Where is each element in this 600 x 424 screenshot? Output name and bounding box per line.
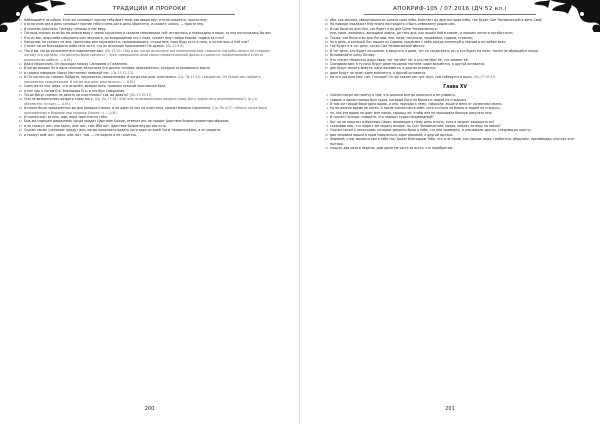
verse-reference: (Ср. Лк.17:18: «Как они не возвратились воздать славу Богу, кроме сего иноплеменника?» (и у в абсолютно, лучше). — А.М.) [24, 97, 257, 106]
verse-text: ибо, как молния, сверкнувшая от одного края неба, блистает до другого края неба, так будет Сын Человеческий в день Свой. [330, 18, 543, 22]
verse-text: Сказал также ученикам: придут дни, когда пожелаете видеть хотя один из дней Сына Человеческого, и не увидите; [24, 128, 222, 133]
chapter-title: Глава XV [443, 83, 467, 90]
verse-number: 8 [326, 123, 328, 128]
verse-reference: (Лк.17:10: «Так и вы, когда исполните всё повеленное вам, говорите: мы рабы ничего не стоящие, потому что сделали, что должны были сделать» / Лука: совершенно иной смысл первоначальной фразы в сущности, превратившейся в нечто аналогичное работе. — А.М.) [24, 48, 271, 62]
text-column [324, 18, 580, 402]
verse-reference: (Лк.17:15-17) [129, 92, 152, 97]
verse-reference: (Ср. Лк.17:14: «Увидев их, Он сказал им: пойдите, покажитесь священникам. И когда они шли, очистились». — А.М.) [24, 75, 262, 84]
verse-number: 19 [18, 106, 22, 111]
verse-number: 22 [18, 123, 22, 128]
verse-text: и если семь раз в день согрешит против тебя и семь раз в день обратится, и скажет: каюсь, — прости ему. [24, 22, 205, 27]
verse-text: Идя в Иерусалим, Он проходил между Самариею и Галилеею. [24, 62, 128, 67]
verse-number: 23 [18, 128, 22, 133]
verse-text: и скажут вам: вот, здесь, или: вот, там, — не ходите и не гонитесь, [24, 132, 138, 137]
page-number: 201 [445, 406, 455, 412]
verse-number: 12 [324, 145, 328, 150]
verse-text: и громко говорили: Иисус Наставник! помилуй нас. [24, 70, 111, 75]
verse-number: 28 [324, 35, 328, 40]
verse-number: 32 [324, 53, 328, 58]
verse-text: Фарисей, став, молился сам в себе так: Боже! благодарю Тебя, что я не таков, как прочие люди, грабители, обидчики, прелюбодеи, или как этот мытарь: [330, 137, 575, 146]
running-header: АПОКРИФ-105 / 07.2016 (ДЧ 52 кл.) [393, 6, 507, 12]
verse-number: 31 [324, 48, 328, 53]
verse-text: Кто станет сберегать душу свою, тот погубит её; а кто погубит её, тот оживит её. [330, 57, 469, 62]
verse-text: ели, пили, женились, выходили замуж, до того дня, как вошёл Ной в ковчег, и пришёл потоп и погубил всех. [330, 31, 514, 36]
verse [18, 48, 273, 62]
verse-number: 1 [326, 93, 328, 98]
verse-text: И как было во дни Ноя, так будет и во дни Сына Человеческого: [330, 26, 438, 31]
verse-text: На это сказали Ему: где, Господи? Он же сказал им: где труп, там соберутся и орлы. [330, 75, 473, 80]
verse-text: В тот день, кто будет на кровле, а вещи его в доме, тот не сходи взять их; и кто будет на поле, также не обращайся назад. [330, 48, 539, 53]
text-column [18, 18, 273, 402]
header-rule [364, 14, 536, 15]
verse-text: но, как эта вдова не даёт мне покоя, защищу её, чтобы она не приходила больше докучать мне. [330, 110, 493, 115]
verse-text: Они не возвратились воздать славу Богу. [24, 97, 94, 102]
verse-number: 34 [324, 62, 328, 67]
verse-text: Вспоминайте жену Лотову. [330, 53, 376, 58]
verse-number: 26 [324, 22, 328, 27]
verse-number: 27 [324, 26, 328, 31]
verse-number: 4 [20, 22, 22, 27]
verse [324, 145, 580, 150]
verse [324, 137, 580, 146]
verse-number: 29 [324, 40, 328, 45]
verse-text: два человека вошли в храм помолиться: один фарисей, а другой мытарь. [330, 132, 454, 137]
verse-number: 24 [18, 132, 22, 137]
verse [18, 97, 273, 106]
verse-text: говоря: в одном городе был судья, который Бога не боялся и людей не стыдился. [330, 97, 468, 102]
verse-text: Тогда Иисус сказал: не десять ли очистились? где же девять? [24, 92, 129, 97]
verse-number: 13 [18, 70, 22, 75]
verse-text: и не скажут: вот, оно здесь, или: вот, там. Ибо вот, Царствие Божие внутрь вас есть. [24, 123, 167, 128]
running-header: ТРАДИЦИИ И ПРОРОКИ [113, 6, 186, 12]
verse-number: 17 [18, 92, 22, 97]
verse-reference: (Лк.17:19-37) [473, 75, 496, 80]
verse-number: 8 [20, 40, 22, 45]
verse-text: Так и вы, когда исполните всё повеленное вам, [24, 48, 104, 53]
verse-text: Также, как было и во дни Лотовы: ели, пили, покупали, продавали, садили, строили; [330, 35, 473, 40]
verse-text: И сказал ему: встань, иди; вера твоя спасла тебя. [24, 114, 108, 119]
verse-number: 10 [324, 132, 328, 137]
verse-number: 5 [20, 26, 22, 31]
verse-number: 11 [18, 62, 22, 67]
verse-number: 18 [18, 97, 22, 102]
verse-number: 10 [18, 48, 22, 53]
verse-number: 14 [18, 75, 22, 80]
verse-number: 15 [18, 84, 22, 89]
verse-text: две будут молоть вместе: одна возьмётся, а другая оставится; [330, 66, 436, 71]
verse-number: 33 [324, 57, 328, 62]
verse-number: 30 [324, 44, 328, 49]
verse-number: 35 [324, 66, 328, 71]
verse-text: Но он долгое время не хотел. А после сказал сам в себе: хотя я и Бога не боюсь и людей не стыжусь, [330, 106, 501, 111]
verse-number: 2 [326, 97, 328, 102]
verse-number: 6 [20, 31, 22, 36]
verse-number: 16 [18, 88, 22, 93]
verse-reference: (Ср. Лк.4:27: «Много также было прокажённых в Израиле при пророке Елисее...» — А.М.) [24, 106, 268, 115]
verse [18, 106, 273, 115]
verse-number: 5 [326, 110, 328, 115]
verse-text: Кто из вас, имея раба пашущего или пасущего, по возвращении его с поля, скажет ему: пойди скорее, садись за стол? [24, 35, 225, 40]
verse-text: И сказали Апостолы Господу: умножь в нас веру. [24, 26, 107, 31]
verse-text: И сказал Господь: слышите, что говорит судья неправедный? [330, 115, 434, 120]
verse-text: Бог ли не защитит избранных Своих, вопиющих к Нему день и ночь, хотя и медлит защищать их? [330, 119, 495, 124]
verse [18, 132, 273, 137]
verse-number: 3 [326, 101, 328, 106]
verse-text: Один же из них, видя, что исцелён, возвратился, громким голосом прославляя Бога, [24, 84, 167, 89]
verse-text: Быв же спрошен фарисеями, когда придёт Царствие Божие, отвечал им: не придёт Царствие Божие приметным образом, [24, 119, 230, 124]
verse-text: И Он послал их, говоря: Пойдите, покажитесь священникам. И когда они шли, очистились. [24, 75, 177, 80]
verse-text: но в день, в который Лот вышел из Содома, пролился с неба дождь огненный и серный и истребил всех; [330, 40, 507, 45]
verse-text: двое будут на поле: один возьмётся, а другой оставится. [330, 70, 427, 75]
verse-text: сказываю вам, что подаст им защиту вскоре. Но Сын Человеческий, придя, найдёт ли веру на земле? [330, 123, 501, 128]
verse-number: 9 [326, 128, 328, 133]
verse-number: 11 [324, 137, 328, 142]
header-rule [64, 14, 235, 15]
verse-number: 36 [324, 70, 328, 75]
verse-number: 25 [324, 18, 328, 22]
verse-text: Но прежде надлежит Ему много пострадать и быть отвержену родом сим. [330, 22, 456, 27]
verse-text: В том же городе была одна вдова, и она, приходя к нему, говорила: защити меня от соперника моего. [330, 101, 503, 106]
verse-text: пощусь два раза в неделю, даю десятую часть из всего, что приобретаю. [330, 145, 454, 150]
verse-number: 12 [18, 66, 22, 71]
page-number: 200 [144, 406, 155, 412]
verse-number: 7 [326, 119, 328, 124]
verse-text: Сказал также им притчу о том, что должно всегда молиться и не унывать, [330, 93, 456, 98]
verse-text: Сказал также к некоторым, которые уверены были о себе, что они праведны, и уничижали других, следующую притчу: [330, 128, 532, 133]
verse [18, 75, 273, 84]
right-page [300, 0, 600, 424]
verse-reference: (Лк.17:5-9) [165, 44, 184, 49]
verse-text: И когда входил Он в одно селение, встретили Его десять человек прокажённых, которые остановились вдали [24, 66, 210, 71]
verse-reference: (Лк.17:11-13) [111, 70, 133, 75]
verse-number: 9 [20, 44, 22, 49]
verse-number: 6 [326, 115, 328, 120]
verse-number: 21 [18, 119, 22, 124]
verse-text: И много было прокажённых во дни пророка Елисея, и ни один из них не очистился, кроме Неемана Сириянина. [24, 106, 212, 111]
verse-number: 37 [324, 75, 328, 80]
verse-number: 7 [20, 35, 22, 40]
verse-text: Господь сказал: если бы вы имели веру с зерно горчичное и сказали смоковнице сей: исторгнись и пересадись в море, то она послушалась бы вас. [24, 31, 272, 36]
verse-text: Сказываю вам: в ту ночь будут двое на одной постели: один возьмётся, а другой оставится; [330, 62, 486, 67]
verse [324, 75, 580, 80]
verse-text: Наблюдайте за собою. Если же согрешит против тебя брат твой, выговори ему; и если покается, прости ему; [24, 18, 208, 22]
verse-number: 20 [18, 114, 22, 119]
verse-text: Напротив, не скажет ли ему: приготовь мне поужинать и, подпоясавшись, служи мне, пока буду есть и пить, и потом ешь и пей сам? [24, 40, 249, 45]
verse-number: 4 [326, 106, 328, 111]
verse-text: так будет и в тот день, когда Сын Человеческий явится. [330, 44, 425, 49]
verse-text: Станет ли он благодарить раба сего за то, что он исполнил приказание? Не думаю. [24, 44, 165, 49]
verse-text: и пал ниц к ногам Его, благодаря Его; и это был Самарянин. [24, 88, 126, 93]
verse-number: 10 [18, 18, 22, 22]
